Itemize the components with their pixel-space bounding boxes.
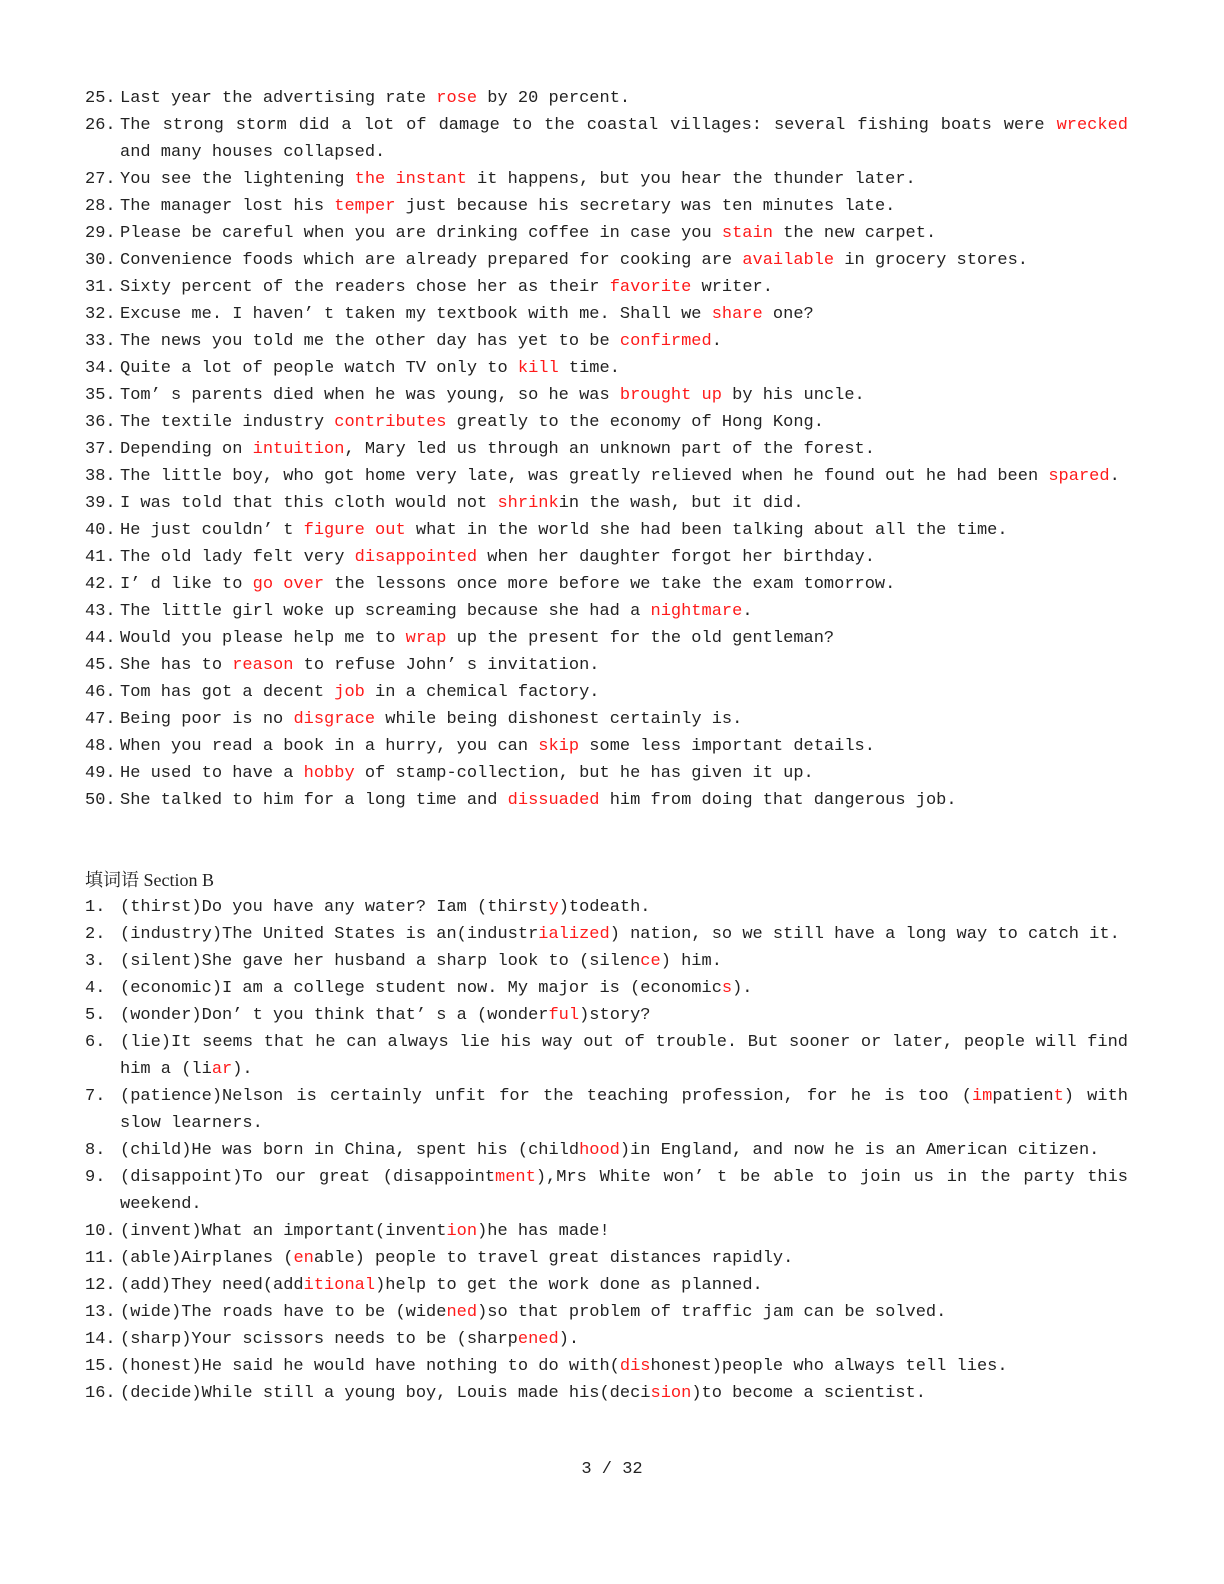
list-item	[85, 1380, 1128, 1407]
sentence-text: The news you told me the other day has yet to be	[120, 332, 620, 351]
item-sentence	[120, 1299, 1128, 1326]
sentence-text: The old lady felt very	[120, 548, 355, 567]
item-sentence	[120, 112, 1128, 166]
sentence-text: The little girl woke up screaming because she had a	[120, 602, 651, 621]
answer-text: dis	[619, 1357, 651, 1376]
item-number: 29.	[85, 224, 116, 243]
sentence-text: by 20 percent.	[477, 89, 631, 108]
item-sentence	[120, 1002, 1128, 1029]
list-item	[85, 544, 1128, 571]
item-sentence	[120, 220, 1128, 247]
item-sentence	[120, 1245, 1128, 1272]
item-sentence	[120, 787, 1128, 814]
list-item	[85, 166, 1128, 193]
item-sentence	[120, 409, 1128, 436]
sentence-text: .	[1109, 467, 1120, 486]
page-number: 3 / 32	[581, 1460, 643, 1479]
sentence-text: Being poor is no	[120, 710, 294, 729]
answer-text: share	[711, 305, 763, 324]
item-sentence	[120, 517, 1128, 544]
item-number: 6.	[85, 1033, 106, 1052]
item-sentence	[120, 247, 1128, 274]
sentence-text: )he has made!	[477, 1222, 610, 1241]
sentence-text: )in England, and now he is an American citizen.	[619, 1141, 1100, 1160]
sentence-text: ).	[732, 979, 753, 998]
list-item	[85, 436, 1128, 463]
item-sentence	[120, 1218, 1128, 1245]
sentence-text: , Mary led us through an unknown part of the forest.	[344, 440, 875, 459]
sentence-text: (add)They need(add	[120, 1276, 304, 1295]
item-number: 45.	[85, 656, 116, 675]
item-number: 50.	[85, 791, 116, 810]
section-b-list	[85, 894, 1128, 1407]
item-number: 7.	[85, 1087, 106, 1106]
answer-text: ar	[211, 1060, 233, 1079]
list-item	[85, 652, 1128, 679]
list-item	[85, 1326, 1128, 1353]
answer-text: confirmed	[619, 332, 712, 351]
sentence-text: ).	[232, 1060, 253, 1079]
list-item	[85, 733, 1128, 760]
list-item	[85, 1245, 1128, 1272]
sentence-text: He just couldn’ t	[120, 521, 304, 540]
item-number: 33.	[85, 332, 116, 351]
item-sentence	[120, 1326, 1128, 1353]
sentence-text: He used to have a	[120, 764, 304, 783]
item-number: 40.	[85, 521, 116, 540]
item-number: 35.	[85, 386, 116, 405]
item-number: 11.	[85, 1249, 116, 1268]
item-number: 14.	[85, 1330, 116, 1349]
item-sentence	[120, 85, 1128, 112]
sentence-text: The manager lost his	[120, 197, 335, 216]
sentence-text: I was told that this cloth would not	[120, 494, 498, 513]
answer-text: wrecked	[1056, 116, 1128, 135]
sentence-text: The textile industry	[120, 413, 335, 432]
answer-text: y	[548, 898, 559, 917]
item-sentence	[120, 436, 1128, 463]
sentence-text: Last year the advertising rate	[120, 89, 437, 108]
item-sentence	[120, 166, 1128, 193]
item-sentence	[120, 1272, 1128, 1299]
sentence-text: able) people to travel great distances rapidly.	[313, 1249, 794, 1268]
item-sentence	[120, 301, 1128, 328]
sentence-text: time.	[558, 359, 620, 378]
item-number: 39.	[85, 494, 116, 513]
sentence-text: (child)He was born in China, spent his (child	[120, 1141, 580, 1160]
sentence-text: in the wash, but it did.	[558, 494, 804, 513]
sentence-text: one?	[762, 305, 814, 324]
answer-text: skip	[538, 737, 580, 756]
item-number: 32.	[85, 305, 116, 324]
answer-text: reason	[232, 656, 294, 675]
item-sentence	[120, 544, 1128, 571]
list-item	[85, 247, 1128, 274]
list-item	[85, 85, 1128, 112]
answer-text: kill	[517, 359, 559, 378]
item-sentence	[120, 193, 1128, 220]
answer-text: itional	[303, 1276, 376, 1295]
item-number: 25.	[85, 89, 116, 108]
sentence-text: the new carpet.	[772, 224, 937, 243]
item-number: 43.	[85, 602, 116, 621]
list-item	[85, 625, 1128, 652]
answer-text: wrap	[405, 629, 447, 648]
item-number: 16.	[85, 1384, 116, 1403]
list-item	[85, 112, 1128, 166]
list-item	[85, 1299, 1128, 1326]
item-sentence	[120, 948, 1128, 975]
sentence-text: (disappoint)To our great (disappoint	[120, 1168, 496, 1187]
item-sentence	[120, 463, 1128, 490]
list-item	[85, 975, 1128, 1002]
sentence-text: She talked to him for a long time and	[120, 791, 508, 810]
item-number: 36.	[85, 413, 116, 432]
item-number: 2.	[85, 925, 106, 944]
list-item	[85, 571, 1128, 598]
sentence-text: what in the world she had been talking about all the time.	[405, 521, 1008, 540]
sentence-text: Quite a lot of people watch TV only to	[120, 359, 518, 378]
answer-text: nightmare	[650, 602, 743, 621]
item-number: 8.	[85, 1141, 106, 1160]
sentence-text: )so that problem of traffic jam can be solved.	[477, 1303, 947, 1322]
sentence-text: greatly to the economy of Hong Kong.	[446, 413, 824, 432]
list-item	[85, 679, 1128, 706]
item-number: 27.	[85, 170, 116, 189]
sentence-text: When you read a book in a hurry, you can	[120, 737, 539, 756]
sentence-text: him from doing that dangerous job.	[599, 791, 957, 810]
sentence-text: (decide)While still a young boy, Louis made his(deci	[120, 1384, 651, 1403]
list-item	[85, 1218, 1128, 1245]
sentence-text: )help to get the work done as planned.	[375, 1276, 763, 1295]
list-item	[85, 517, 1128, 544]
item-sentence	[120, 1164, 1128, 1218]
sentence-text: Would you please help me to	[120, 629, 406, 648]
item-number: 41.	[85, 548, 116, 567]
sentence-text: (wonder)Don’ t you think that’ s a (wonder	[120, 1006, 549, 1025]
sentence-text: The strong storm did a lot of damage to the coastal villages: several fishing boats were	[120, 116, 1057, 135]
answer-text: ce	[640, 952, 661, 971]
list-item	[85, 760, 1128, 787]
item-number: 34.	[85, 359, 116, 378]
list-item	[85, 301, 1128, 328]
item-sentence	[120, 1029, 1128, 1083]
sentence-text: )to become a scientist.	[691, 1384, 926, 1403]
sentence-text: by his uncle.	[721, 386, 865, 405]
item-number: 9.	[85, 1168, 106, 1187]
item-sentence	[120, 274, 1128, 301]
item-number: 37.	[85, 440, 116, 459]
answer-text: ened	[517, 1330, 559, 1349]
answer-text: shrink	[497, 494, 559, 513]
item-sentence	[120, 598, 1128, 625]
answer-text: go over	[252, 575, 325, 594]
item-number: 5.	[85, 1006, 106, 1025]
answer-text: spared	[1048, 467, 1110, 486]
list-item	[85, 1029, 1128, 1083]
sentence-text: Excuse me. I haven’ t taken my textbook with me. Shall we	[120, 305, 712, 324]
sentence-text: (thirst)Do you have any water? Iam (thirst	[120, 898, 549, 917]
item-number: 4.	[85, 979, 106, 998]
sentence-text: Sixty percent of the readers chose her as their	[120, 278, 610, 297]
section-b	[85, 867, 1128, 1407]
sentence-text: .	[742, 602, 753, 621]
answer-text: disgrace	[293, 710, 376, 729]
answer-text: stain	[721, 224, 773, 243]
sentence-text: up the present for the old gentleman?	[446, 629, 835, 648]
answer-text: favorite	[609, 278, 692, 297]
item-sentence	[120, 1137, 1128, 1164]
list-item	[85, 1083, 1128, 1137]
answer-text: s	[721, 979, 733, 998]
item-sentence	[120, 1083, 1128, 1137]
sentence-text: the lessons once more before we take the exam tomorrow.	[324, 575, 896, 594]
item-number: 1.	[85, 898, 106, 917]
sentence-text: in a chemical factory.	[364, 683, 600, 702]
sentence-text: ).	[558, 1330, 580, 1349]
item-sentence	[120, 625, 1128, 652]
item-sentence	[120, 706, 1128, 733]
item-sentence	[120, 328, 1128, 355]
list-item	[85, 355, 1128, 382]
answer-text: disappointed	[354, 548, 478, 567]
list-item	[85, 409, 1128, 436]
answer-text: ialized	[538, 925, 610, 944]
sentence-text: honest)people who always tell lies.	[650, 1357, 1008, 1376]
list-item	[85, 1002, 1128, 1029]
sentence-text: (sharp)Your scissors needs to be (sharp	[120, 1330, 518, 1349]
answer-text: contributes	[334, 413, 447, 432]
sentence-text: while being dishonest certainly is.	[375, 710, 743, 729]
list-item	[85, 1137, 1128, 1164]
item-number: 15.	[85, 1357, 116, 1376]
sentence-text: .	[711, 332, 722, 351]
answer-text: the instant	[354, 170, 467, 189]
answer-text: hood	[579, 1141, 620, 1160]
sentence-text: (able)Airplanes (	[120, 1249, 294, 1268]
sentence-text: Tom’ s parents died when he was young, so he was	[120, 386, 620, 405]
item-sentence	[120, 571, 1128, 598]
sentence-text: (industry)The United States is an(industr	[120, 925, 539, 944]
item-sentence	[120, 760, 1128, 787]
item-number: 28.	[85, 197, 116, 216]
sentence-text: and many houses collapsed.	[120, 143, 386, 162]
item-sentence	[120, 652, 1128, 679]
list-item	[85, 921, 1128, 948]
answer-text: ion	[446, 1222, 478, 1241]
sentence-text: You see the lightening	[120, 170, 355, 189]
list-item	[85, 948, 1128, 975]
sentence-text: )todeath.	[558, 898, 651, 917]
sentence-text: Depending on	[120, 440, 253, 459]
answer-text: rose	[436, 89, 478, 108]
item-number: 38.	[85, 467, 116, 486]
sentence-text: ) with slow learners.	[120, 1087, 1128, 1133]
item-number: 31.	[85, 278, 116, 297]
item-number: 48.	[85, 737, 116, 756]
answer-text: im	[971, 1087, 993, 1106]
sentence-text: to refuse John’ s invitation.	[293, 656, 600, 675]
item-number: 13.	[85, 1303, 116, 1322]
answer-text: t	[1053, 1087, 1064, 1106]
answer-text: ment	[495, 1168, 536, 1187]
answer-text: sion	[650, 1384, 692, 1403]
sentence-text: (lie)It seems that he can always lie his way out of trouble. But sooner or later, people will find him a (li	[120, 1033, 1128, 1079]
item-sentence	[120, 894, 1128, 921]
sentence-text: The little boy, who got home very late, was greatly relieved when he found out he had been	[120, 467, 1049, 486]
answer-text: brought up	[619, 386, 722, 405]
item-number: 46.	[85, 683, 116, 702]
sentence-text: when her daughter forgot her birthday.	[477, 548, 875, 567]
answer-text: dissuaded	[507, 791, 600, 810]
list-item	[85, 328, 1128, 355]
sentence-text: in grocery stores.	[834, 251, 1028, 270]
item-sentence	[120, 1353, 1128, 1380]
sentence-text: )story?	[579, 1006, 651, 1025]
item-number: 26.	[85, 116, 116, 135]
sentence-text: ),Mrs White won’ t be able to join us in the party this weekend.	[120, 1168, 1128, 1214]
answer-text: en	[293, 1249, 314, 1268]
sentence-text: of stamp-collection, but he has given it up.	[354, 764, 814, 783]
list-item	[85, 463, 1128, 490]
answer-text: temper	[334, 197, 396, 216]
item-sentence	[120, 382, 1128, 409]
item-sentence	[120, 733, 1128, 760]
sentence-text: (economic)I am a college student now. My major is (economic	[120, 979, 722, 998]
item-number: 30.	[85, 251, 116, 270]
item-sentence	[120, 975, 1128, 1002]
item-sentence	[120, 355, 1128, 382]
item-number: 47.	[85, 710, 116, 729]
sentence-text: just because his secretary was ten minutes late.	[395, 197, 896, 216]
list-item	[85, 787, 1128, 814]
sentence-text: (silent)She gave her husband a sharp look to (silen	[120, 952, 641, 971]
item-number: 12.	[85, 1276, 116, 1295]
sentence-text: (invent)What an important(invent	[120, 1222, 447, 1241]
sentence-text: She has to	[120, 656, 233, 675]
sentence-text: some less important details.	[579, 737, 875, 756]
list-item	[85, 706, 1128, 733]
sentence-text: Please be careful when you are drinking coffee in case you	[120, 224, 722, 243]
list-item	[85, 274, 1128, 301]
sentence-text: Convenience foods which are already prepared for cooking are	[120, 251, 743, 270]
answer-text: hobby	[303, 764, 355, 783]
answer-text: ned	[446, 1303, 478, 1322]
item-number: 3.	[85, 952, 106, 971]
answer-text: ful	[548, 1006, 580, 1025]
sentence-text: ) him.	[660, 952, 722, 971]
list-item	[85, 490, 1128, 517]
item-number: 10.	[85, 1222, 116, 1241]
sentence-text: (wide)The roads have to be (wide	[120, 1303, 447, 1322]
list-item	[85, 382, 1128, 409]
answer-text: intuition	[252, 440, 345, 459]
sentence-text: (honest)He said he would have nothing to do with(	[120, 1357, 620, 1376]
item-sentence	[120, 921, 1128, 948]
list-item	[85, 598, 1128, 625]
list-item	[85, 1272, 1128, 1299]
list-item	[85, 894, 1128, 921]
section-b-heading: 填词语 Section B	[85, 870, 214, 890]
item-sentence	[120, 679, 1128, 706]
item-number: 42.	[85, 575, 116, 594]
sentence-text: (patience)Nelson is certainly unfit for the teaching profession, for he is too (	[120, 1087, 972, 1106]
sentence-text: I’ d like to	[120, 575, 253, 594]
item-number: 44.	[85, 629, 116, 648]
item-sentence	[120, 490, 1128, 517]
section-a-list	[85, 85, 1128, 814]
list-item	[85, 193, 1128, 220]
sentence-text: Tom has got a decent	[120, 683, 335, 702]
list-item	[85, 1164, 1128, 1218]
list-item	[85, 1353, 1128, 1380]
answer-text: figure out	[303, 521, 406, 540]
answer-text: available	[742, 251, 835, 270]
item-number: 49.	[85, 764, 116, 783]
item-sentence	[120, 1380, 1128, 1407]
sentence-text: writer.	[691, 278, 773, 297]
answer-text: job	[334, 683, 365, 702]
sentence-text: ) nation, so we still have a long way to catch it.	[609, 925, 1120, 944]
list-item	[85, 220, 1128, 247]
sentence-text: patien	[992, 1087, 1054, 1106]
sentence-text: it happens, but you hear the thunder later.	[466, 170, 916, 189]
